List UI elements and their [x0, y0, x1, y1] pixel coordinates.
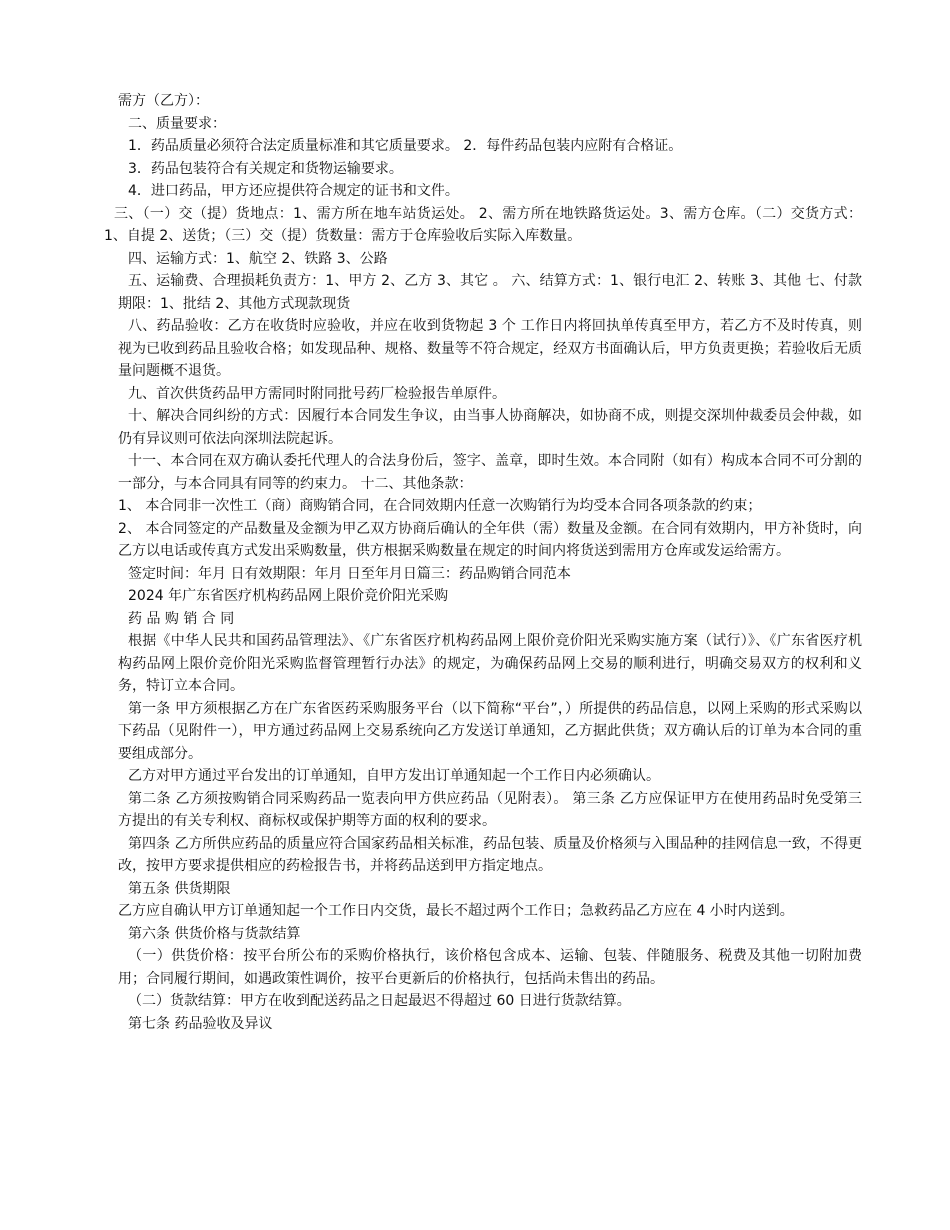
- article-1-confirm: 乙方对甲方通过平台发出的订单通知，自甲方发出订单通知起一个工作日内必须确认。: [128, 768, 660, 784]
- other-term-2: 2、 本合同签定的产品数量及金额为甲乙双方协商后确认的全年供（需）数量及金额。在合同有效期内，甲方补货时，向乙方以电话或传真方式发出采购数量，供方根据采购数量在规定的时间内将货送到需用方仓库或发运给需方。: [118, 520, 862, 559]
- article-2-3: 第二条 乙方须按购销合同采购药品一览表向甲方供应药品（见附表）。 第三条 乙方应保证甲方在使用药品时免受第三方提出的有关专利权、商标权或保护期等方面的权利的要求。: [118, 790, 862, 829]
- delivery-clause: 三、（一）交（提）货地点：1、需方所在地车站货运处。 2、需方所在地铁路货运处。3、需方仓库。（二）交货方式：1、自提 2、送货；（三）交（提）货数量：需方于仓库验收后实际入库数量。: [104, 205, 862, 244]
- effect-clause: 十一、本合同在双方确认委托代理人的合法身份后，签字、盖章，即时生效。本合同附（如有）构成本合同不可分割的一部分，与本合同具有同等的约束力。 十二、其他条款：: [118, 453, 862, 492]
- other-term-1: 1、 本合同非一次性工（商）商购销合同，在合同效期内任意一次购销行为均受本合同各项条款的约束；: [118, 498, 762, 514]
- article-7-heading: 第七条 药品验收及异议: [128, 1015, 273, 1032]
- first-supply-clause: 九、首次供货药品甲方需同时附同批号药厂检验报告单原件。: [128, 385, 506, 402]
- preamble: 根据《中华人民共和国药品管理法》、《广东省医疗机构药品网上限价竞价阳光采购实施方案（试行）》、《广东省医疗机构药品网上限价竞价阳光采购监督管理暂行办法》的规定，为确保药品网上交易的顺利进行，明确交易双方的权利和义务，特订立本合同。: [118, 633, 862, 694]
- transport-clause: 四、运输方式：1、航空 2、铁路 3、公路: [128, 250, 388, 267]
- dispute-clause: 十、解决合同纠纷的方式：因履行本合同发生争议，由当事人协商解决，如协商不成，则提交深圳仲裁委员会仲裁，如仍有异议则可依法向深圳法院起诉。: [118, 408, 862, 447]
- party-b-line: 需方（乙方）：: [118, 93, 209, 109]
- signing-date-line: 签定时间：年月 日有效期限：年月 日至年月日篇三：药品购销合同范本: [128, 565, 571, 582]
- procurement-title: 2024 年广东省医疗机构药品网上限价竞价阳光采购: [128, 588, 449, 604]
- article-4: 第四条 乙方所供应药品的质量应符合国家药品相关标准，药品包装、质量及价格须与入围品种的挂网信息一致，不得更改，按甲方要求提供相应的药检报告书，并将药品送到甲方指定地点。: [118, 835, 862, 874]
- article-5-body: 乙方应自确认甲方订单通知起一个工作日内交货，最长不超过两个工作日；急救药品乙方应在 4 小时内送到。: [118, 903, 794, 919]
- freight-settlement-clause: 五、运输费、合理损耗负责方：1、甲方 2、乙方 3、其它 。 六、结算方式：1、银行电汇 2、转账 3、其他 七、付款期限：1、批结 2、其他方式现款现货: [118, 273, 862, 312]
- article-6-heading: 第六条 供货价格与货款结算: [128, 925, 301, 942]
- article-1: 第一条 甲方须根据乙方在广东省医药采购服务平台（以下简称“平台”，）所提供的药品信息，以网上采购的形式采购以下药品（见附件一），甲方通过药品网上交易系统向乙方发送订单通知，乙方据此供货；双方确认后的订单为本合同的重要组成部分。: [118, 700, 862, 762]
- quality-heading: 二、质量要求：: [128, 115, 226, 132]
- quality-item-4: 4．进口药品，甲方还应提供符合规定的证书和文件。: [128, 183, 459, 199]
- quality-item-3: 3．药品包装符合有关规定和货物运输要求。: [128, 160, 403, 177]
- quality-item-1-2: 1．药品质量必须符合法定质量标准和其它质量要求。 2．每件药品包装内应附有合格证。: [128, 138, 683, 154]
- article-6-price: （一）供货价格：按平台所公布的采购价格执行，该价格包含成本、运输、包装、伴随服务、税费及其他一切附加费用；合同履行期间，如遇政策性调价，按平台更新后的价格执行，包括尚未售出的药品。: [118, 948, 862, 987]
- acceptance-clause: 八、药品验收：乙方在收货时应验收，并应在收到货物起 3 个 工作日内将回执单传真至甲方，若乙方不及时传真，则视为已收到药品且验收合格；如发现品种、规格、数量等不符合规定，经双方书面确认后，甲方负责更换；若验收后无质量问题概不退货。: [118, 318, 862, 379]
- article-5-heading: 第五条 供货期限: [128, 880, 231, 897]
- contract-title: 药 品 购 销 合 同: [128, 610, 235, 627]
- article-6-payment: （二）货款结算：甲方在收到配送药品之日起最迟不得超过 60 日进行货款结算。: [128, 993, 631, 1009]
